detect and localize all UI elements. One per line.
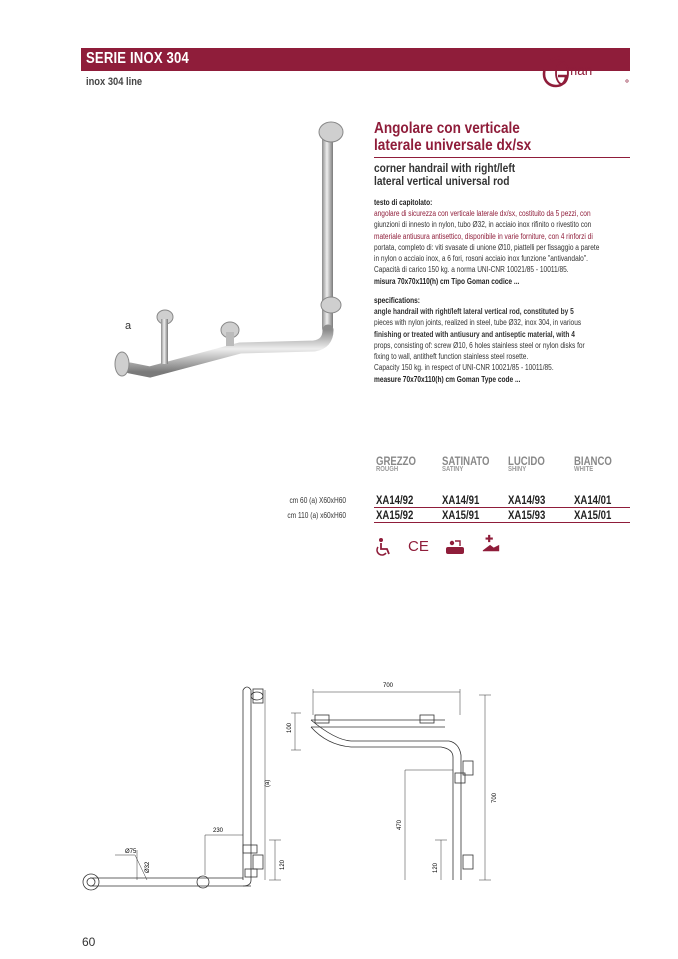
specs-it-line: in nylon o acciaio inox, a 6 fori, rosoni acciaio inox funzione "antivandalo". bbox=[374, 254, 588, 264]
bath-icon bbox=[444, 537, 466, 557]
row-label: cm 110 (a) x60xH60 bbox=[287, 511, 346, 520]
dim-a: (a) bbox=[265, 779, 271, 787]
page-number: 60 bbox=[82, 935, 96, 949]
wheelchair-icon bbox=[372, 537, 394, 557]
row-label: cm 60 (a) X60xH60 bbox=[289, 496, 346, 505]
dim-120-right: 120 bbox=[433, 862, 439, 873]
specs-it-line: portata, completo di: viti svasate di unione Ø10, piattelli per fissaggio a parete bbox=[374, 242, 600, 252]
specs-en-line: measure 70x70x110(h) cm Goman Type code ... bbox=[374, 374, 521, 384]
col-sub-satiny: SATINY bbox=[442, 466, 464, 473]
specs-it-line: angolare di sicurezza con verticale laterale dx/sx, costituito da 5 pezzi, con bbox=[374, 209, 591, 218]
technical-drawing bbox=[75, 675, 515, 905]
dim-32: Ø32 bbox=[145, 861, 151, 873]
col-sub-shiny: SHINY bbox=[508, 466, 527, 473]
medical-cross-icon bbox=[480, 534, 502, 554]
dim-120-left: 120 bbox=[280, 859, 286, 870]
product-photo bbox=[90, 110, 360, 410]
product-title-en bbox=[374, 162, 629, 188]
dim-75: Ø75 bbox=[125, 849, 137, 855]
specs-it-line: giunzioni di innesto in nylon, tubo Ø32, in acciaio inox rifinito o rivestito con bbox=[374, 220, 592, 230]
code-cell: XA15/92 bbox=[376, 508, 414, 522]
col-header-lucido: LUCIDO bbox=[508, 454, 545, 468]
ce-mark-icon: CE bbox=[408, 538, 429, 555]
col-header-grezzo: GREZZO bbox=[376, 454, 416, 468]
code-cell: XA14/01 bbox=[574, 493, 612, 507]
title-en-line-1: corner handrail with right/left bbox=[374, 161, 516, 175]
label-a: a bbox=[125, 320, 132, 332]
specs-it-line: misura 70x70x110(h) cm Tipo Goman codice ... bbox=[374, 276, 520, 286]
title-en-line-2: lateral vertical universal rod bbox=[374, 174, 510, 188]
product-title-it bbox=[374, 120, 646, 154]
col-header-satinato: SATINATO bbox=[442, 454, 490, 468]
dim-230: 230 bbox=[213, 828, 224, 834]
specs-en-line: finishing or treated with antiusury and antiseptic material, with 4 bbox=[374, 329, 575, 339]
code-cell: XA14/92 bbox=[376, 493, 414, 507]
specs-en-line: angle handrail with right/left lateral vertical rod, constituted by 5 bbox=[374, 307, 574, 316]
dim-100: 100 bbox=[287, 722, 293, 733]
dim-700-top: 700 bbox=[383, 683, 394, 689]
title-rule bbox=[374, 157, 630, 158]
dim-470: 470 bbox=[397, 819, 403, 830]
specs-en-line: Capacity 150 kg. in respect of UNI-CNR 10021/85 - 10011/85. bbox=[374, 363, 554, 373]
specs-it-line: materiale antiusura antisettico, disponibile in varie forniture, con 4 rinforzi di bbox=[374, 231, 593, 241]
code-cell: XA15/93 bbox=[508, 508, 546, 522]
specs-it-body bbox=[374, 208, 628, 287]
col-sub-white: WHITE bbox=[574, 466, 594, 473]
title-it-line-1: Angolare con verticale bbox=[374, 120, 520, 137]
table-rule bbox=[374, 522, 630, 523]
specs-it-line: Capacità di carico 150 kg. a norma UNI-CNR 10021/85 - 10011/85. bbox=[374, 265, 569, 275]
col-header-bianco: BIANCO bbox=[574, 454, 612, 468]
specs-it-heading: testo di capitolato: bbox=[374, 198, 433, 207]
code-cell: XA15/91 bbox=[442, 508, 480, 522]
dim-700-side: 700 bbox=[492, 792, 498, 803]
specs-en-heading: specifications: bbox=[374, 296, 420, 305]
specs-en-body bbox=[374, 306, 628, 385]
specs-en-line: props, consisting of: screw Ø10, 6 holes stainless steel or nylon disks for bbox=[374, 340, 585, 350]
specs-en-line: fixing to wall, antitheft function stainless steel rosette. bbox=[374, 352, 529, 362]
logo-text: man bbox=[566, 62, 593, 79]
col-sub-rough: ROUGH bbox=[376, 466, 399, 473]
series-title: SERIE INOX 304 bbox=[86, 50, 189, 67]
code-cell: XA15/01 bbox=[574, 508, 612, 522]
title-it-line-2: laterale universale dx/sx bbox=[374, 137, 532, 154]
code-cell: XA14/91 bbox=[442, 493, 480, 507]
code-cell: XA14/93 bbox=[508, 493, 546, 507]
specs-en-line: pieces with nylon joints, realized in steel, tube Ø32, inox 304, in various bbox=[374, 318, 582, 328]
line-subtitle: inox 304 line bbox=[86, 76, 143, 88]
